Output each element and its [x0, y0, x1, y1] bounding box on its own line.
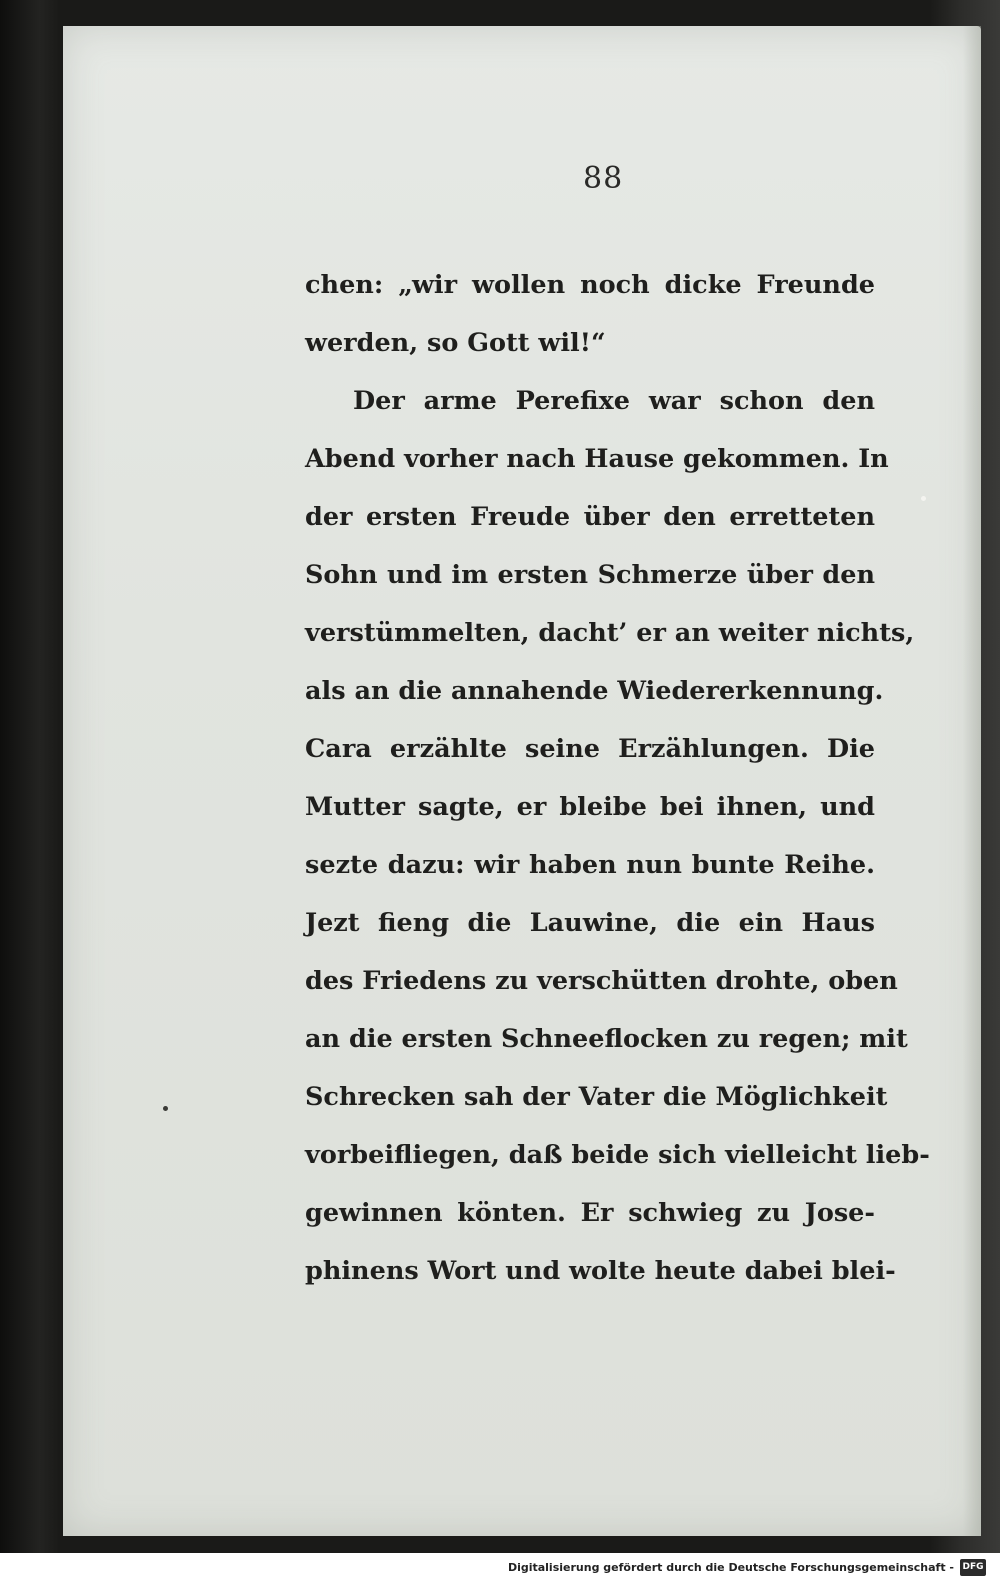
- text-line: werden, so Gott wil!“: [305, 328, 606, 358]
- paper-speck: [163, 1106, 168, 1111]
- text-line: an die ersten Schneeflocken zu regen; mit: [305, 1024, 908, 1054]
- text-line: Der arme Perefixe war schon den: [353, 386, 875, 416]
- text-line: phinens Wort und wolte heute dabei blei-: [305, 1256, 896, 1286]
- text-line: gewinnen könten. Er schwieg zu Jose-: [305, 1198, 875, 1228]
- text-line: Jezt fieng die Lauwine, die ein Haus: [305, 908, 875, 938]
- text-line: Schrecken sah der Vater die Möglichkeit: [305, 1082, 888, 1112]
- paper-speck: [921, 496, 926, 501]
- digitization-credit: Digitalisierung gefördert durch die Deutsche Forschungsgemeinschaft -: [507, 1561, 954, 1574]
- text-line: als an die annahende Wiedererkennung.: [305, 676, 884, 706]
- text-line: des Friedens zu verschütten drohte, oben: [305, 966, 898, 996]
- text-line: der ersten Freude über den erretteten: [305, 502, 875, 532]
- footer-bar: [0, 1553, 1000, 1587]
- text-line: chen: „wir wollen noch dicke Freunde: [305, 270, 875, 300]
- book-page: [63, 26, 981, 1536]
- text-line: sezte dazu: wir haben nun bunte Reihe.: [305, 850, 875, 880]
- page-number: 88: [583, 161, 624, 196]
- text-line: verstümmelten, dacht’ er an weiter nichts,: [305, 618, 915, 648]
- page-edge-shadow: [963, 26, 981, 1536]
- text-line: Mutter sagte, er bleibe bei ihnen, und: [305, 792, 875, 822]
- text-line: Sohn und im ersten Schmerze über den: [305, 560, 875, 590]
- text-line: Cara erzählte seine Erzählungen. Die: [305, 734, 875, 764]
- body-text: [305, 256, 930, 1300]
- text-line: Abend vorher nach Hause gekommen. In: [305, 444, 889, 474]
- dfg-logo-icon: DFG: [960, 1559, 986, 1576]
- text-line: vorbeifliegen, daß beide sich vielleicht lieb-: [305, 1140, 930, 1170]
